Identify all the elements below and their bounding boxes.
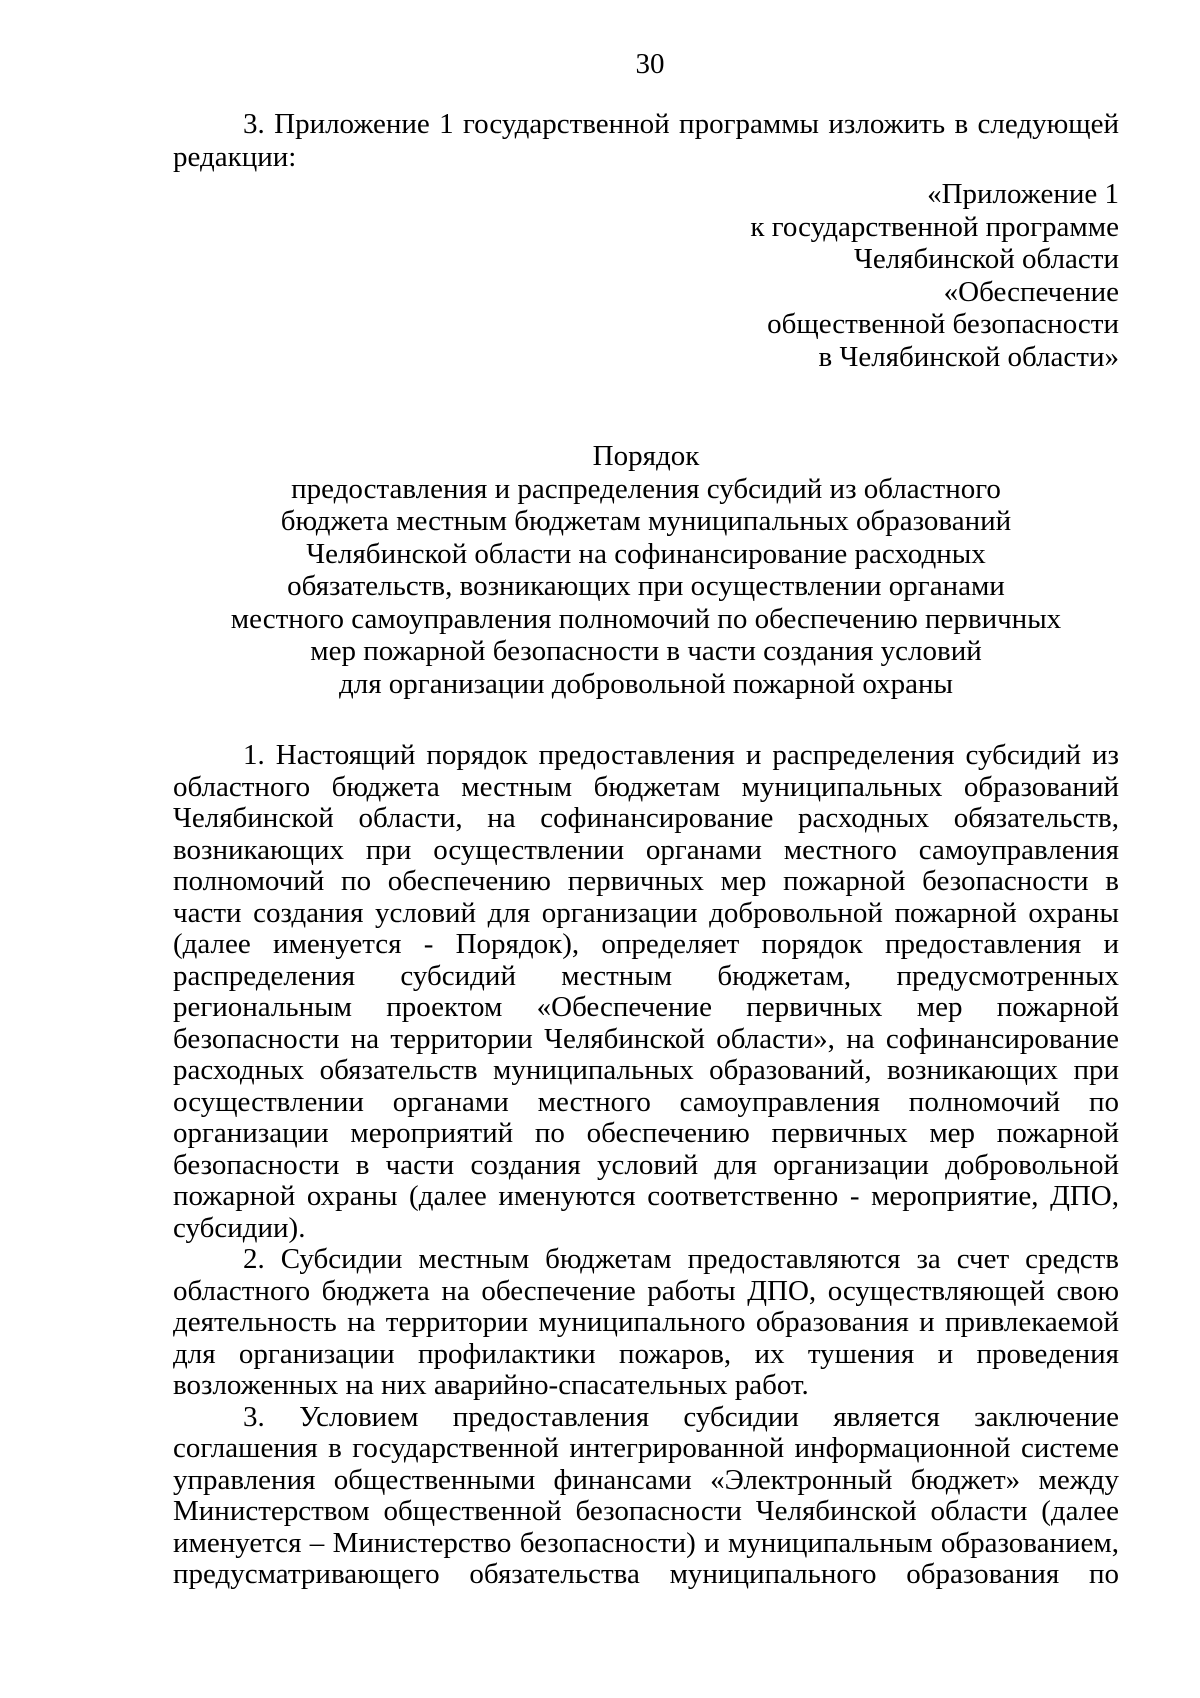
document-title: [173, 440, 1119, 700]
title-line: предоставления и распределения субсидий из областного: [291, 472, 1001, 505]
title-line: бюджета местным бюджетам муниципальных образований: [280, 505, 1012, 537]
appendix-line: «Обеспечение: [943, 275, 1119, 308]
paragraph-3: 3. Условием предоставления субсидии является заключение соглашения в государственной интегрированной информационной системе управления общественными финансами «Электронный бюджет» между Министерством общественной безопасности Челябинской области (далее именуется – Министерство безопасности) и муниципальным образованием, предусматривающего обязательства муниципального образования по: [173, 1400, 1119, 1590]
title-line: для организации добровольной пожарной охраны: [338, 667, 953, 700]
appendix-line: Челябинской области: [853, 243, 1119, 275]
title-line: Челябинской области на софинансирование расходных: [306, 537, 986, 570]
appendix-line: в Челябинской области»: [818, 340, 1119, 373]
title-line: Порядок: [592, 440, 700, 472]
appendix-line: к государственной программе: [750, 210, 1119, 243]
appendix-header: [650, 178, 1119, 373]
appendix-line: общественной безопасности: [767, 308, 1119, 340]
title-line: мер пожарной безопасности в части создания условий: [310, 635, 982, 667]
page-number: 30: [635, 48, 665, 80]
title-line: обязательств, возникающих при осуществлении органами: [287, 570, 1005, 602]
title-line: местного самоуправления полномочий по обеспечению первичных: [230, 602, 1062, 635]
appendix-line: «Приложение 1: [927, 178, 1119, 210]
paragraph-1: 1. Настоящий порядок предоставления и распределения субсидий из областного бюджета местным бюджетам муниципальных образований Челябинской области, на софинансирование расходных обязательств, возникающих при осуществлении органами местного самоуправления полномочий по обеспечению первичных мер пожарной безопасности в части создания условий для организации добровольной пожарной охраны (далее именуется - Порядок), определяет порядок предоставления и распределения субсидий местным бюджетам, предусмотренных региональным проектом «Обеспечение первичных мер пожарной безопасности на территории Челябинской области», на софинансирование расходных обязательств муниципальных образований, возникающих при осуществлении органами местного самоуправления полномочий по организации мероприятий по обеспечению первичных мер пожарной безопасности в части создания условий для организации добровольной пожарной охраны (далее именуются соответственно - мероприятие, ДПО, субсидии).: [173, 739, 1119, 1244]
body-text: [173, 740, 1119, 1591]
paragraph-2: 2. Субсидии местным бюджетам предоставляются за счет средств областного бюджета на обеспечение работы ДПО, осуществляющей свою деятельность на территории муниципального образования и привлекаемой для организации профилактики пожаров, их тушения и проведения возложенных на них аварийно-спасательных работ.: [173, 1243, 1119, 1401]
intro-paragraph: 3. Приложение 1 государственной программы изложить в следующей редакции:: [173, 108, 1119, 173]
